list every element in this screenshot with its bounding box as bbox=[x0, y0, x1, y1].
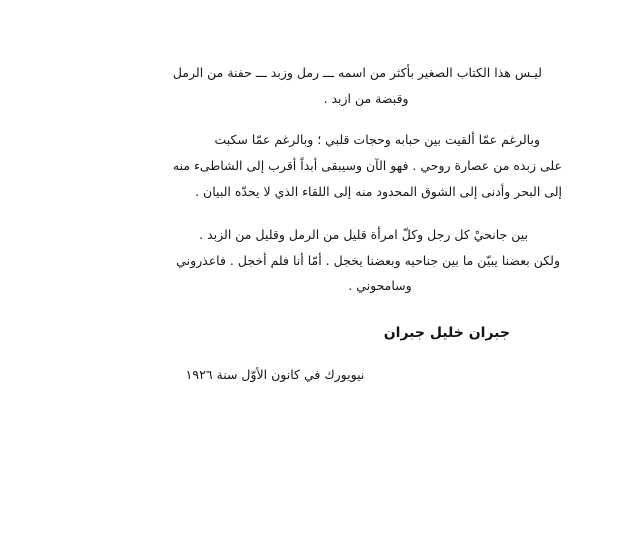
dateline: نيويورك في كانون الأوّل سنة ١٩٢٦ bbox=[185, 367, 365, 382]
paragraph-intro-line-1: ليـس هذا الكتاب الصغير بأكثر من اسمه ـــ رمل وزبد ـــ حفنة من الرمل bbox=[172, 65, 542, 80]
paragraph-body-2-line-1: بين جانحيْ كل رجل وكلّ امرأة قليل من الرمل وقليل من الزبد . bbox=[199, 227, 528, 243]
paragraph-intro-line-2: وقبضة من ازبد . bbox=[323, 90, 409, 106]
paragraph-body-1-line-2: على زبده من عصارة روحي . فهو الآن وسيبقى أبداً أقرب إلى الشاطىء منه bbox=[172, 157, 562, 173]
paragraph-body-2-line-3: وسامحوني . bbox=[348, 278, 412, 294]
author-signature: جبران خليل جبران bbox=[383, 325, 510, 341]
paragraph-body-1 bbox=[60, 127, 570, 204]
paragraph-body-1-line-3: إلى البحر وأدنى إلى الشوق المحدود منه إلى اللقاء الذي لا يحدّه البيان . bbox=[195, 183, 562, 199]
paragraph-body-1-line-1: وبالرغم عمّا ألقيت بين حبابه وحجات قلبي ؛ وبالرغم عمّا سكبت bbox=[214, 132, 540, 148]
paragraph-body-2-line-2: ولكن بعضنا يبيّن ما بين جناحيه وبعضنا يخجل . أمّا أنا فلم أخجل . فاعذروني bbox=[176, 252, 560, 268]
paragraph-body-2 bbox=[60, 222, 570, 299]
paragraph-intro bbox=[60, 60, 570, 111]
